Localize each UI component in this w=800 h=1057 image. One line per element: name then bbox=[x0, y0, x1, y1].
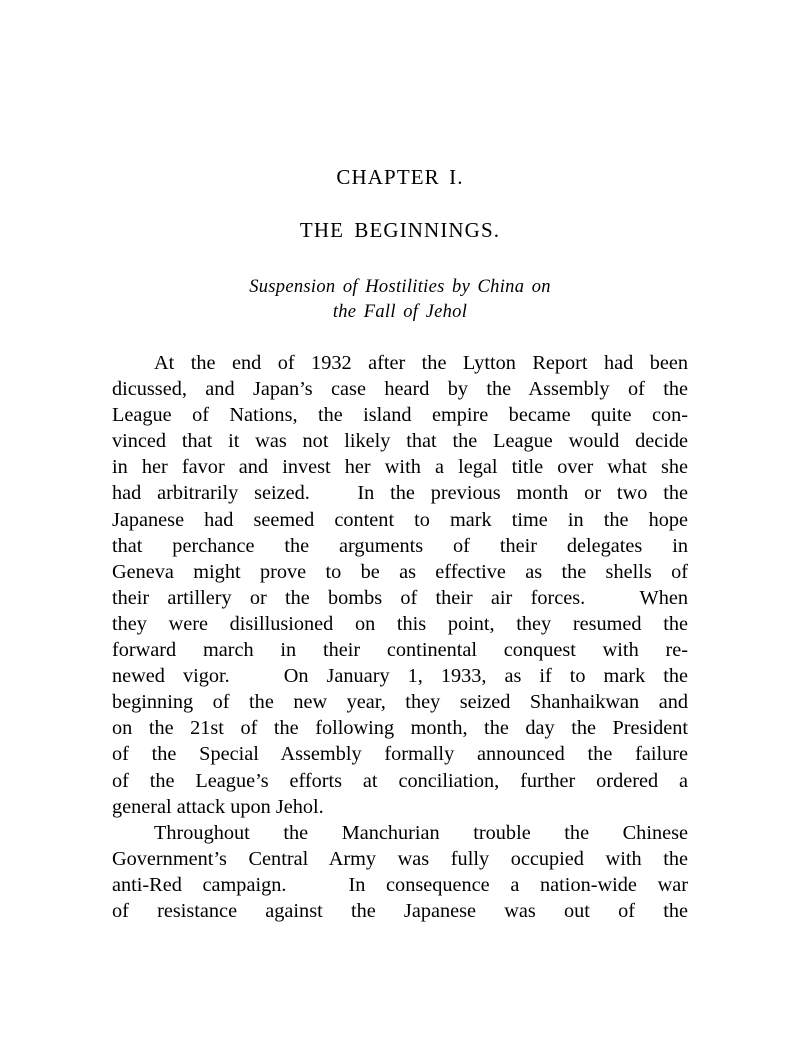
text-line: League of Nations, the island empire became quite con- bbox=[112, 404, 688, 427]
paragraph-2 bbox=[112, 820, 688, 924]
text-line: anti-Red campaign. In consequence a nation-wide war bbox=[112, 873, 688, 896]
text-line: in her favor and invest her with a legal title over what she bbox=[112, 456, 688, 479]
subtitle-line-2: the Fall of Jehol bbox=[332, 301, 468, 322]
text-line: their artillery or the bombs of their air forces. When bbox=[112, 586, 688, 609]
text-line: of resistance against the Japanese was out of the bbox=[112, 899, 688, 922]
text-column bbox=[112, 0, 688, 924]
text-line: Japanese had seemed content to mark time in the hope bbox=[112, 508, 688, 531]
section-title-heading: THE BEGINNINGS. bbox=[299, 218, 501, 243]
text-line: At the end of 1932 after the Lytton Report had been bbox=[154, 352, 688, 374]
text-line: on the 21st of the following month, the day the President bbox=[112, 717, 688, 740]
text-line: forward march in their continental conquest with re- bbox=[112, 639, 688, 662]
text-line: Government’s Central Army was fully occupied with the bbox=[112, 847, 688, 870]
text-line: newed vigor. On January 1, 1933, as if to mark the bbox=[112, 665, 688, 688]
paragraph-1 bbox=[112, 350, 688, 820]
text-line: of the Special Assembly formally announced the failure bbox=[112, 743, 688, 766]
text-line: they were disillusioned on this point, they resumed the bbox=[112, 612, 688, 635]
text-line: that perchance the arguments of their delegates in bbox=[112, 534, 688, 557]
text-line: beginning of the new year, they seized Shanhaikwan and bbox=[112, 691, 688, 714]
body-text bbox=[112, 324, 688, 924]
text-line: general attack upon Jehol. bbox=[112, 795, 324, 818]
text-line: had arbitrarily seized. In the previous month or two the bbox=[112, 482, 688, 505]
text-line: dicussed, and Japan’s case heard by the Assembly of the bbox=[112, 378, 688, 401]
chapter-number-heading: CHAPTER I. bbox=[336, 165, 464, 189]
text-line: Geneva might prove to be as effective as the shells of bbox=[112, 560, 688, 583]
text-line: of the League’s efforts at conciliation, further ordered a bbox=[112, 769, 688, 792]
subtitle-line-1: Suspension of Hostilities by China on bbox=[249, 277, 551, 298]
subtitle bbox=[112, 242, 688, 324]
text-line: vinced that it was not likely that the League would decide bbox=[112, 430, 688, 453]
text-line: Throughout the Manchurian trouble the Chinese bbox=[154, 821, 688, 844]
